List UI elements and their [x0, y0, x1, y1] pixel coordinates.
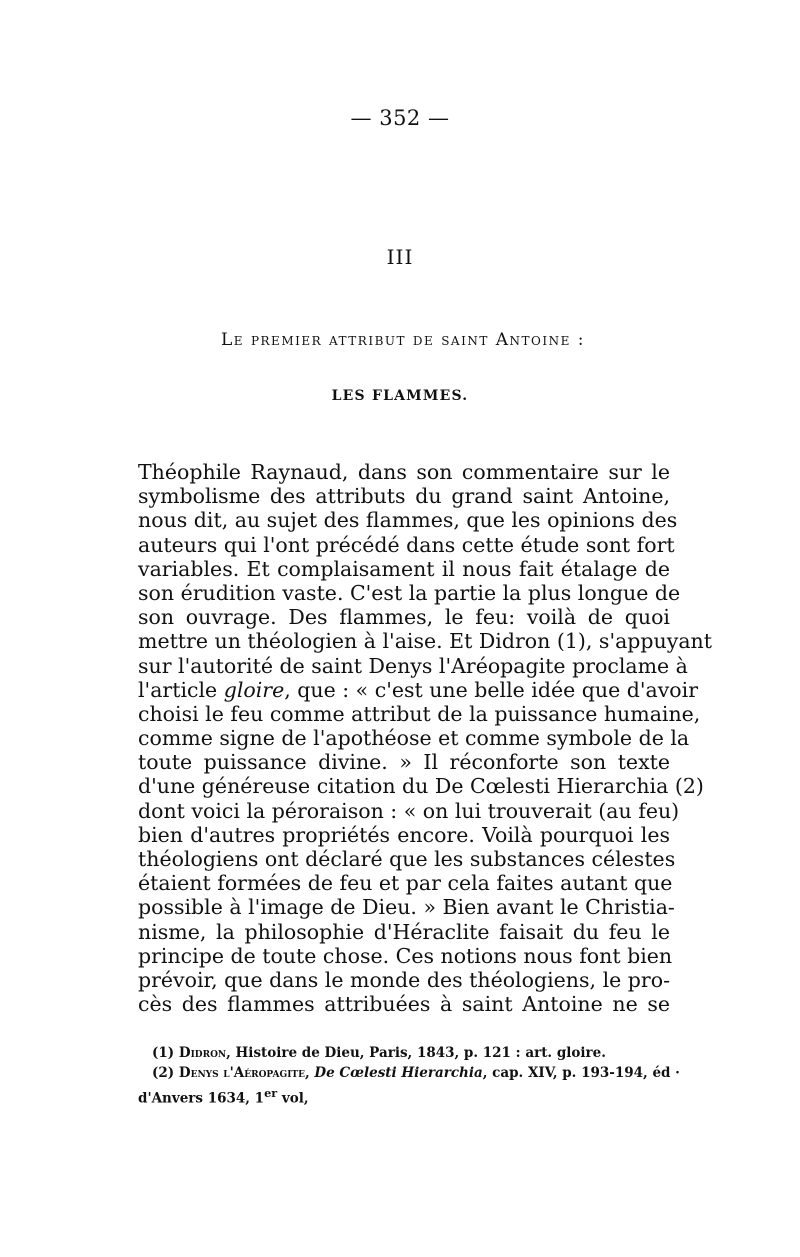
body-line — [138, 677, 698, 702]
body-line: sur l'autorité de saint Denys l'Aréopagite proclame à — [138, 653, 688, 678]
footnote-1 — [138, 1043, 670, 1063]
body-line: auteurs qui l'ont précédé dans cette étude sont fort — [138, 532, 675, 557]
footnote-marker: (2) — [152, 1065, 175, 1081]
page-number: — 352 — — [350, 106, 450, 130]
body-line: comme signe de l'apothéose et comme symbole de la — [138, 726, 690, 751]
body-line: possible à l'image de Dieu. » Bien avant le Christia- — [138, 895, 675, 920]
italic-term: gloire — [223, 677, 285, 702]
body-line: nous dit, au sujet des flammes, que les opinions des — [138, 508, 678, 533]
footnote-text: , cap. XIV, p. 193-194, éd · — [482, 1065, 680, 1081]
footnote-text: , — [304, 1065, 315, 1081]
line-text: , que : « c'est une belle idée que d'avoir — [284, 677, 698, 702]
footnote-2 — [138, 1063, 680, 1083]
body-line: théologiens ont déclaré que les substances célestes — [138, 847, 676, 871]
footnote-text: , Histoire de Dieu, Paris, 1843, p. 121 : art. gloire. — [226, 1045, 606, 1061]
footnote-marker: (1) — [152, 1045, 175, 1061]
footnotes — [138, 1043, 680, 1109]
body-text — [138, 460, 712, 1017]
line-text: l'article — [138, 677, 224, 702]
footnote-title: De Cœlesti Hierarchia — [314, 1065, 483, 1081]
footnote-author: Denys l'Aéropagite — [178, 1065, 305, 1081]
body-line: son ouvrage. Des flammes, le feu: voilà de quoi — [138, 605, 670, 630]
body-line: cès des flammes attribuées à saint Antoine ne se — [138, 992, 670, 1017]
footnote-2-continued — [138, 1083, 670, 1109]
body-line: choisi le feu comme attribut de la puissance humaine, — [138, 701, 701, 726]
body-line: Théophile Raynaud, dans son commentaire sur le — [138, 460, 670, 484]
body-line: d'une généreuse citation du De Cœlesti Hierarchia (2) — [138, 774, 704, 799]
body-line: étaient formées de feu et par cela faites autant que — [138, 871, 673, 896]
footnote-superscript: er — [264, 1086, 278, 1100]
body-line: dont voici la péroraison : « on lui trouverait (au feu) — [138, 798, 680, 823]
body-line: variables. Et complaisament il nous fait étalage de — [138, 556, 670, 581]
footnote-author: Didron — [178, 1045, 227, 1061]
body-line: toute puissance divine. » Il réconforte son texte — [138, 750, 670, 775]
body-line: mettre un théologien à l'aise. Et Didron (1), s'appuyant — [138, 629, 712, 654]
body-line: nisme, la philosophie d'Héraclite faisait du feu le — [138, 919, 670, 944]
body-line: principe de toute chose. Ces notions nous font bien — [138, 943, 673, 968]
chapter-title: Le premier attribut de saint Antoine : — [221, 330, 585, 350]
body-line: son érudition vaste. C'est la partie la plus longue de — [138, 580, 681, 605]
footnote-text: vol, — [277, 1090, 309, 1107]
body-line: symbolisme des attributs du grand saint Antoine, — [138, 484, 670, 509]
footnote-text: d'Anvers 1634, 1 — [138, 1090, 265, 1107]
body-line: bien d'autres propriétés encore. Voilà pourquoi les — [138, 822, 670, 847]
chapter-subtitle: LES FLAMMES. — [331, 388, 469, 404]
chapter-numeral: III — [386, 245, 414, 269]
body-line: prévoir, que dans le monde des théologiens, le pro- — [138, 967, 670, 992]
